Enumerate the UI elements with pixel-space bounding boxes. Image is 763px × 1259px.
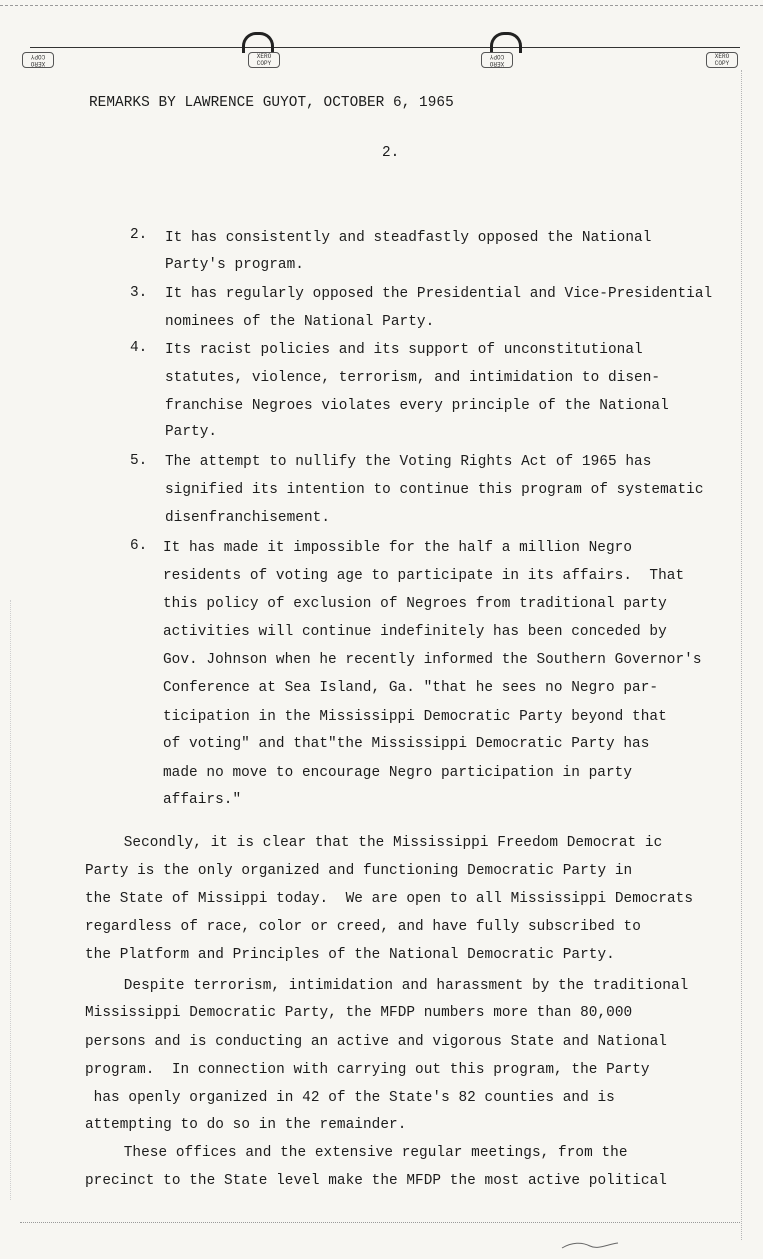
list-item-line: activities will continue indefinitely has been conceded by [163, 624, 667, 640]
bottom-edge-rule [20, 1222, 740, 1223]
paragraph-line: the Platform and Principles of the National Democratic Party. [85, 947, 615, 963]
list-item-line: It has consistently and steadfastly opposed the National [165, 230, 652, 246]
list-item-line: signified its intention to continue this program of systematic [165, 482, 704, 498]
xero-copy-stamp: XERO COPY [706, 52, 738, 68]
xero-copy-stamp: XERO COPY [248, 52, 280, 68]
list-item-line: residents of voting age to participate in its affairs. That [163, 568, 685, 584]
list-item-line: The attempt to nullify the Voting Rights Act of 1965 has [165, 454, 652, 470]
paragraph-line: attempting to do so in the remainder. [85, 1117, 407, 1133]
list-item-line: Party. [165, 424, 218, 440]
list-item-line: statutes, violence, terrorism, and intimidation to disen- [165, 370, 661, 386]
list-item-line: franchise Negroes violates every principle of the National [165, 398, 669, 414]
list-item-line: Its racist policies and its support of unconstitutional [165, 342, 643, 358]
xero-copy-stamp: XERO COPY [22, 52, 54, 68]
list-item-number: 3. [130, 285, 148, 301]
list-item-number: 4. [130, 340, 148, 356]
list-item-line: affairs." [163, 792, 242, 808]
list-item-number: 2. [130, 227, 148, 243]
document-title: REMARKS BY LAWRENCE GUYOT, OCTOBER 6, 1965 [89, 95, 454, 111]
list-item-line: this policy of exclusion of Negroes from traditional party [163, 596, 667, 612]
list-item-number: 6. [130, 538, 148, 554]
paragraph-line: Secondly, it is clear that the Mississippi Freedom Democrat ic [89, 835, 663, 851]
paragraph-line: regardless of race, color or creed, and have fully subscribed to [85, 919, 641, 935]
left-edge-rule [10, 600, 11, 1200]
list-item-line: It has regularly opposed the Presidential and Vice-Presidential [165, 286, 713, 302]
paragraph-line: persons and is conducting an active and vigorous State and National [85, 1034, 667, 1050]
list-item-line: Gov. Johnson when he recently informed the Southern Governor's [163, 652, 702, 668]
list-item-line: ticipation in the Mississippi Democratic Party beyond that [163, 709, 667, 725]
binder-ring-icon [242, 32, 274, 53]
paragraph-line: Party is the only organized and functioning Democratic Party in [85, 863, 633, 879]
paragraph-line: Mississippi Democratic Party, the MFDP numbers more than 80,000 [85, 1005, 633, 1021]
paragraph-line: the State of Missippi today. We are open to all Mississippi Democrats [85, 891, 694, 907]
list-item-number: 5. [130, 453, 148, 469]
binder-ring-icon [490, 32, 522, 53]
list-item-line: made no move to encourage Negro participation in party [163, 765, 633, 781]
xero-copy-stamp: XERO COPY [481, 52, 513, 68]
list-item-line: It has made it impossible for the half a million Negro [163, 540, 633, 556]
right-edge-rule [741, 70, 742, 1240]
page-number: 2. [382, 145, 400, 161]
paragraph-line: has openly organized in 42 of the State's 82 counties and is [85, 1090, 615, 1106]
scribble-mark-icon [560, 1240, 620, 1250]
paragraph-line: Despite terrorism, intimidation and harassment by the traditional [89, 978, 689, 994]
binder-line [30, 47, 740, 48]
paragraph-line: program. In connection with carrying out this program, the Party [85, 1062, 650, 1078]
list-item-line: of voting" and that"the Mississippi Democratic Party has [163, 736, 650, 752]
list-item-line: nominees of the National Party. [165, 314, 435, 330]
list-item-line: Conference at Sea Island, Ga. "that he sees no Negro par- [163, 680, 659, 696]
list-item-line: disenfranchisement. [165, 510, 331, 526]
paragraph-line: These offices and the extensive regular meetings, from the [89, 1145, 628, 1161]
top-edge-rule [0, 5, 763, 6]
list-item-line: Party's program. [165, 257, 304, 273]
paragraph-line: precinct to the State level make the MFDP the most active political [85, 1173, 667, 1189]
